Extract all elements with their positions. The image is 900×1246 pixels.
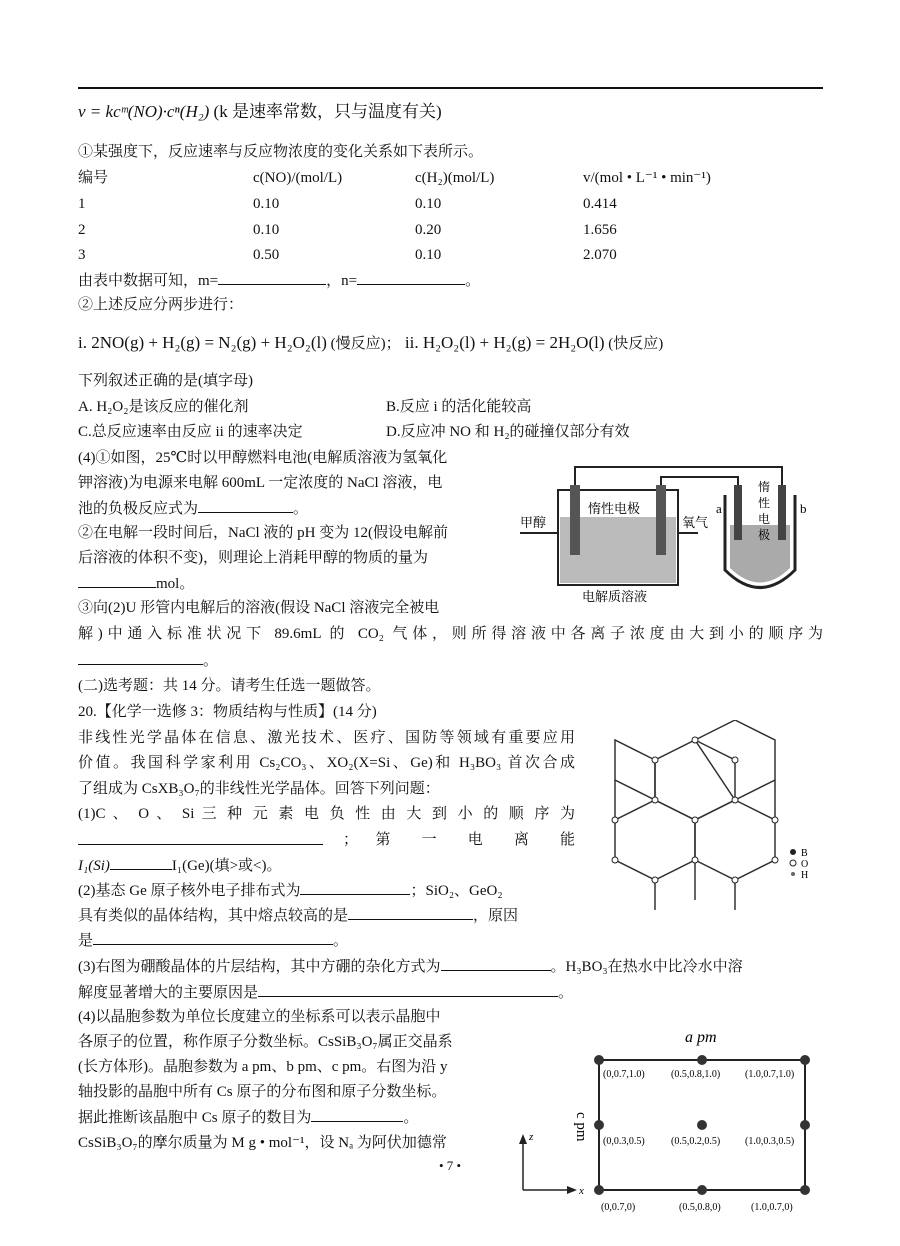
q20-line: CsSiB₃O₇的摩尔质量为 M g • mol⁻¹，设 Nₐ 为阿伏加德常 xyxy=(78,1135,447,1151)
cell: 0.10 xyxy=(253,222,280,238)
label-a: a xyxy=(716,501,722,516)
label-a-pm: a pm xyxy=(685,1029,717,1046)
unit-cell-figure xyxy=(515,1020,830,1246)
q20-line: 价值。我国科学家利用 Cs₂CO₃、XO₂(X=Si、Ge)和 H₃BO₃ 首次合成 xyxy=(78,755,575,771)
answer-blank[interactable] xyxy=(93,930,333,945)
q20-line: 非线性光学晶体在信息、激光技术、医疗、国防等领域有重要应用 xyxy=(78,730,575,746)
text: 。 xyxy=(558,985,574,1001)
q1-conclusion xyxy=(78,270,480,291)
option-c: C.总反应速率由反应 ii 的速率决定 xyxy=(78,424,303,440)
label-char: 性 xyxy=(758,496,771,510)
q20-line xyxy=(78,880,503,901)
q4-line: ②在电解一段时间后，NaCl 液的 pH 变为 12(假设电解前 xyxy=(78,525,448,541)
text: I₁(Ge)(填>或<)。 xyxy=(171,858,282,874)
text: 解度显著增大的主要原因是 xyxy=(78,985,259,1001)
answer-blank-m[interactable] xyxy=(218,270,326,285)
cell: 1.656 xyxy=(583,222,617,238)
axis-x-label: x xyxy=(579,1185,584,1197)
q20-line xyxy=(78,930,348,951)
coord-label: (1.0,0.7,0) xyxy=(751,1202,793,1213)
label-char: 电 xyxy=(758,512,771,526)
q20-line xyxy=(78,1107,418,1128)
q4-line: ③向(2)U 形管内电解后的溶液(假设 NaCl 溶液完全被电 xyxy=(78,600,440,616)
header-cell: c(H₂)(mol/L) xyxy=(415,170,495,186)
text: 。 xyxy=(465,273,481,289)
q4-line: 解)中通入标准状况下 89.6mL 的 CO₂ 气体，则所得溶液中各离子浓度由大到小的顺序为 xyxy=(78,626,823,642)
answer-blank[interactable] xyxy=(78,650,203,665)
option-a: A. H₂O₂是该反应的催化剂 xyxy=(78,399,249,415)
coord-label: (1.0,0.3,0.5) xyxy=(745,1136,795,1147)
q4-line: (4)①如图，25℃时以甲醇燃料电池(电解质溶液为氢氧化 xyxy=(78,450,448,466)
rate-law xyxy=(78,102,442,122)
q20-line: 各原子的位置，称作原子分数坐标。CsSiB₃O₇属正交晶系 xyxy=(78,1034,453,1050)
text: (2)基态 Ge 原子核外电子排布式为 xyxy=(78,883,301,899)
reactions xyxy=(78,333,663,354)
q20-line: 轴投影的晶胞中所有 Cs 原子的分布图和原子分数坐标。 xyxy=(78,1084,447,1100)
cell: 2.070 xyxy=(583,247,617,263)
answer-blank[interactable] xyxy=(311,1107,403,1122)
label-c-pm: c pm xyxy=(573,1112,589,1142)
text: ；SiO₂、GeO₂ xyxy=(410,883,503,899)
electrolysis-figure xyxy=(520,455,830,605)
header-cell: v/(mol • L⁻¹ • min⁻¹) xyxy=(583,170,711,186)
rate-law-formula: v = kcᵐ(NO)·cⁿ(H₂) xyxy=(78,102,210,121)
q4-line xyxy=(78,498,308,519)
option-b: B.反应 i 的活化能较高 xyxy=(386,399,532,415)
q20-line xyxy=(78,905,518,926)
cell: 1 xyxy=(78,196,86,212)
text: 由表中数据可知，m= xyxy=(78,273,219,289)
text: 池的负极反应式为 xyxy=(78,501,199,517)
coord-label: (0,0.7,0) xyxy=(601,1202,636,1213)
answer-blank[interactable] xyxy=(78,830,323,845)
option-d: D.反应冲 NO 和 H₂的碰撞仅部分有效 xyxy=(386,424,630,440)
answer-blank[interactable] xyxy=(78,573,156,588)
legend-b: B xyxy=(801,848,808,859)
boric-acid-layer-figure xyxy=(585,720,830,920)
q20-line xyxy=(78,982,573,1003)
section-title: (二)选考题：共 14 分。请考生任选一题做答。 xyxy=(78,678,381,694)
answer-blank-n[interactable] xyxy=(357,270,465,285)
text: 是 xyxy=(78,933,94,949)
cell: 0.20 xyxy=(415,222,442,238)
label-char: 极 xyxy=(758,528,771,542)
header-cell: c(NO)/(mol/L) xyxy=(253,170,343,186)
coord-label: (0.5,0.8,1.0) xyxy=(671,1069,721,1080)
coord-label: (1.0,0.7,1.0) xyxy=(745,1069,795,1080)
answer-blank[interactable] xyxy=(348,905,473,920)
text: 。 xyxy=(203,653,219,669)
page-number: • 7 • xyxy=(438,1158,462,1173)
label-methanol: 甲醇 xyxy=(520,515,547,530)
legend-h: H xyxy=(801,870,809,881)
coord-label: (0,0.7,1.0) xyxy=(603,1069,645,1080)
cell: 0.414 xyxy=(583,196,617,212)
q2-prompt: 下列叙述正确的是(填字母) xyxy=(78,373,253,389)
text: mol。 xyxy=(156,576,195,592)
cell: 2 xyxy=(78,222,86,238)
header-rule xyxy=(78,87,823,89)
q4-line: 钾溶液)为电源来电解 600mL 一定浓度的 NaCl 溶液，电 xyxy=(78,475,443,491)
label-b: b xyxy=(800,501,807,516)
text: I₁(Si) xyxy=(78,858,110,874)
axis-z-label: z xyxy=(529,1131,534,1143)
label-electrolyte: 电解质溶液 xyxy=(582,589,648,604)
q20-line xyxy=(78,830,575,851)
text: 具有类似的晶体结构，其中熔点较高的是 xyxy=(78,908,349,924)
q20-line: 了组成为 CsXB₃O₇的非线性光学晶体。回答下列问题： xyxy=(78,781,440,797)
text: ； 第 一 电 离 能 xyxy=(343,832,575,848)
coord-label: (0,0.3,0.5) xyxy=(603,1136,645,1147)
text: 。H₃BO₃在热水中比冷水中溶 xyxy=(550,959,743,975)
q20-title: 20.【化学一选修 3：物质结构与性质】(14 分) xyxy=(78,704,377,720)
label-char: 惰 xyxy=(758,480,771,494)
coord-label: (0.5,0.2,0.5) xyxy=(671,1136,721,1147)
q2-intro: ②上述反应分两步进行： xyxy=(78,297,244,313)
q1-intro: ①某强度下，反应速率与反应物浓度的变化关系如下表所示。 xyxy=(78,144,484,160)
q4-line: 后溶液的体积不变)，则理论上消耗甲醇的物质的量为 xyxy=(78,550,428,566)
q20-line: (4)以晶胞参数为单位长度建立的坐标系可以表示晶胞中 xyxy=(78,1009,441,1025)
text: ，原因 xyxy=(473,908,519,924)
coord-label: (0.5,0.8,0) xyxy=(679,1202,721,1213)
label-oxygen: 氧气 xyxy=(682,515,709,530)
text: 。 xyxy=(403,1110,419,1126)
q20-line: (1)C 、 O 、 Si 三 种 元 素 电 负 性 由 大 到 小 的 顺 序 为 xyxy=(78,806,575,822)
q20-line xyxy=(78,855,282,876)
cell: 0.10 xyxy=(253,196,280,212)
answer-blank[interactable] xyxy=(441,956,551,971)
text: 。 xyxy=(333,933,349,949)
label-inert-electrode: 惰性电极 xyxy=(588,501,641,516)
text: (慢反应)； xyxy=(326,336,401,352)
q4-line xyxy=(78,573,194,594)
text: (快反应) xyxy=(604,336,664,352)
cell: 3 xyxy=(78,247,86,263)
text: 。 xyxy=(293,501,309,517)
cell: 0.10 xyxy=(415,196,442,212)
reaction-i: i. 2NO(g) + H₂(g) = N₂(g) + H₂O₂(l) xyxy=(78,333,327,352)
cell: 0.50 xyxy=(253,247,280,263)
legend-o: O xyxy=(801,859,809,870)
reaction-ii: ii. H₂O₂(l) + H₂(g) = 2H₂O(l) xyxy=(400,333,605,352)
q4-line xyxy=(78,650,218,671)
q20-line xyxy=(78,956,743,977)
header-cell: 编号 xyxy=(78,170,109,186)
text: 据此推断该晶胞中 Cs 原子的数目为 xyxy=(78,1110,312,1126)
q20-line: (长方体形)。晶胞参数为 a pm、b pm、c pm。右图为沿 y xyxy=(78,1059,448,1075)
cell: 0.10 xyxy=(415,247,442,263)
answer-blank[interactable] xyxy=(198,498,293,513)
rate-law-note: (k 是速率常数，只与温度有关) xyxy=(213,102,442,121)
text: (3)右图为硼酸晶体的片层结构，其中方硼的杂化方式为 xyxy=(78,959,441,975)
answer-blank[interactable] xyxy=(110,855,172,870)
text: ，n= xyxy=(326,273,358,289)
answer-blank[interactable] xyxy=(258,982,558,997)
answer-blank[interactable] xyxy=(300,880,410,895)
